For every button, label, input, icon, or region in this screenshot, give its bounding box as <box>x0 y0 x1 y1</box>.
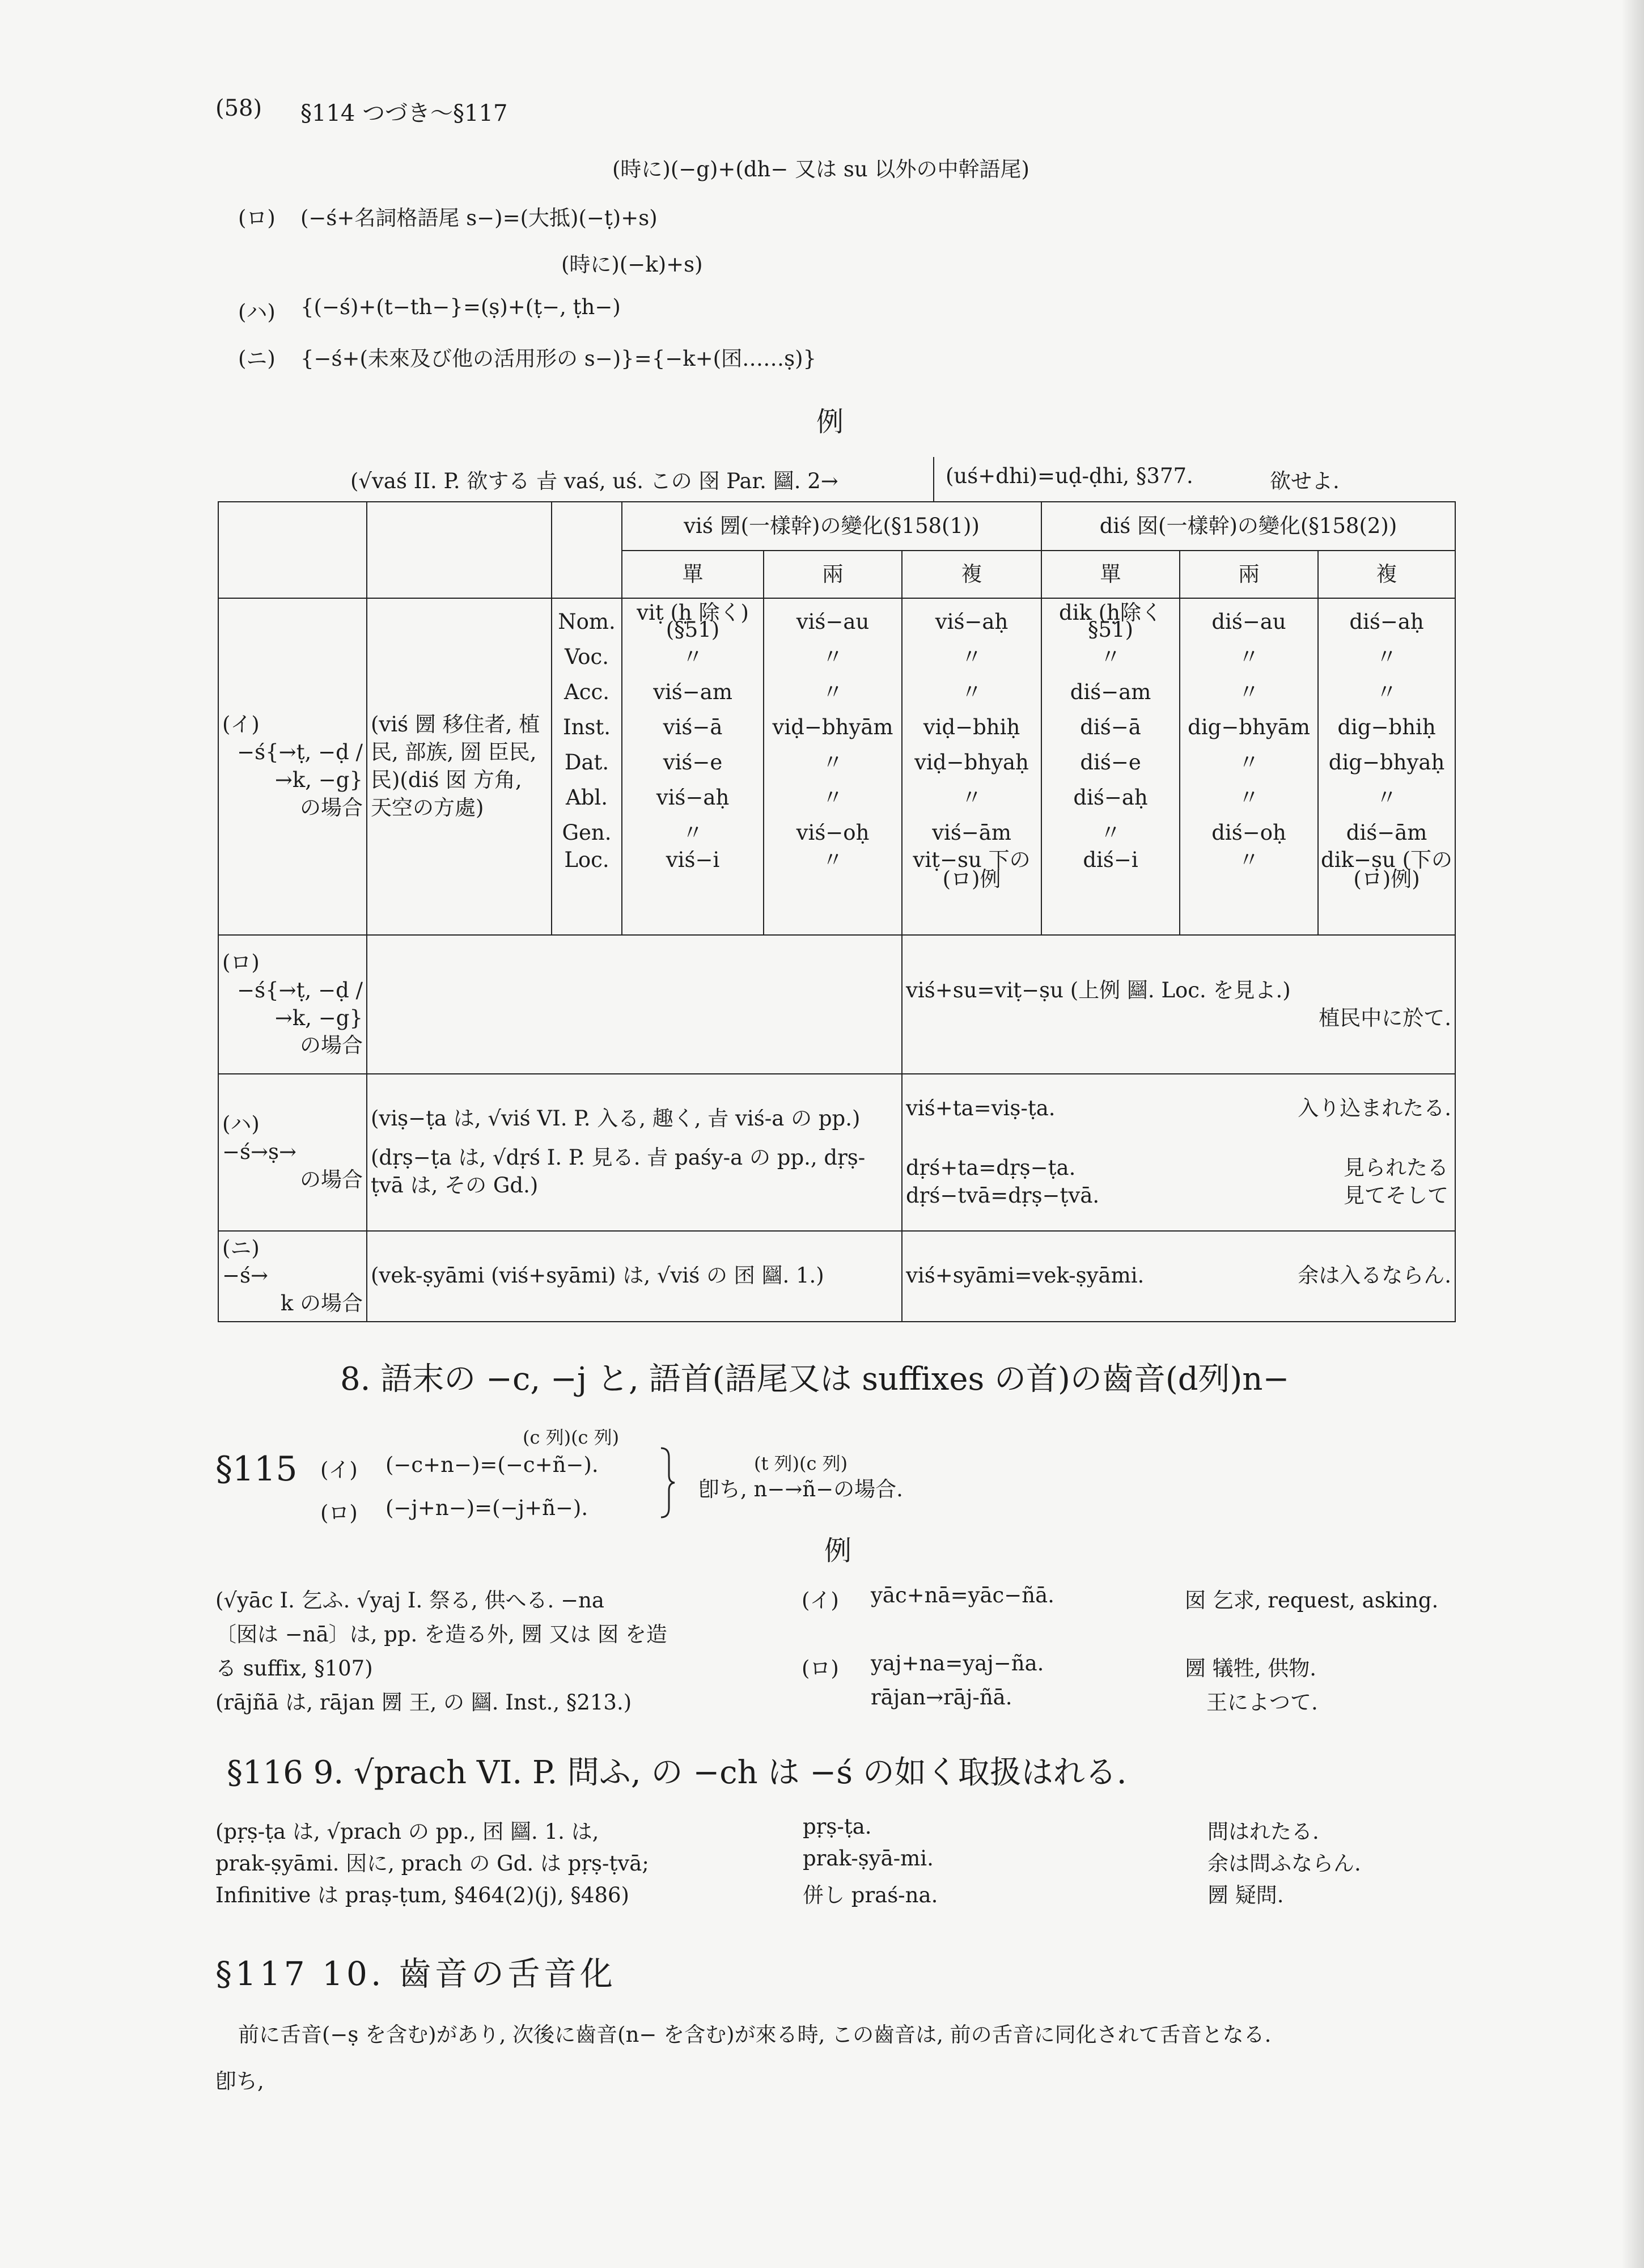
s115-ex2: yaj+na=yaj−ña. <box>871 1651 1044 1675</box>
example-note-right: (uś+dhi)=uḍ-ḍhi, §377. <box>946 464 1193 488</box>
row-ha-note1: (viṣ−ṭa は, √viś VI. P. 入る, 趣く, 㫖 viś-a の pp.) <box>371 1106 861 1131</box>
s116-mid-line1: pṛṣ-ṭa. <box>803 1814 872 1839</box>
corner-cell-c <box>552 502 622 598</box>
dis-du-voc: 〃 <box>1238 644 1260 669</box>
case-abl: Abl. <box>566 785 608 810</box>
vis-du-loc: 〃 <box>822 847 844 872</box>
vis-header: viś 圐(一樣幹)の變化(§158(1)) <box>622 502 1041 551</box>
example-heading: 例 <box>816 406 844 438</box>
row-ro-label <box>218 935 367 1074</box>
dis-du-acc: 〃 <box>1238 679 1260 704</box>
s116-left-line2: prak-ṣyāmi. 因に, prach の Gd. は pṛṣ-ṭvā; <box>215 1851 649 1876</box>
rule-i-continued: (時に)(−g)+(dh− 又は su 以外の中幹語尾) <box>612 157 1029 181</box>
s116-right-line1: 問はれたる. <box>1207 1820 1319 1844</box>
row-ni-label-mid: −ś→ <box>222 1263 268 1288</box>
vis-sg-abl: viś−aḥ <box>656 785 730 810</box>
dis-pl-header: 複 <box>1318 551 1455 598</box>
vis-du-header: 兩 <box>764 551 902 598</box>
vis-sg-acc: viś−am <box>653 679 732 704</box>
s115-ex2-meaning: 圐 犠牲, 供物. <box>1185 1656 1317 1681</box>
row-ro-empty <box>367 935 902 1074</box>
row-ro-label-mid: −ś{→ṭ, −ḍ / →k, −g} <box>237 978 363 1030</box>
row-ha-example1: viś+ta=viṣ-ṭa. <box>906 1096 1056 1121</box>
vis-du-inst: viḍ−bhyām <box>772 714 893 739</box>
row-ha-example2: dṛś+ta=dṛṣ−ṭa. <box>906 1156 1076 1180</box>
vis-du-col <box>764 598 902 935</box>
row-ni-label-top: (ニ) <box>222 1235 260 1260</box>
s116-right-line2: 余は問ふならん. <box>1207 1851 1361 1876</box>
rule-ro-mark: (ロ) <box>238 206 276 230</box>
vis-pl-acc: 〃 <box>961 679 982 704</box>
s116-right-line3: 圐 疑問. <box>1207 1883 1284 1907</box>
example-note-meaning: 欲せよ. <box>1270 469 1340 493</box>
s115-ex3: rājan→rāj-ñā. <box>871 1685 1012 1710</box>
row-ni-example: viś+syāmi=vek-ṣyāmi. <box>906 1263 1145 1288</box>
dis-sg-loc: diś−i <box>1083 847 1138 872</box>
case-loc: Loc. <box>564 847 609 872</box>
rule-ha-mark: (ハ) <box>238 300 276 324</box>
dis-pl-acc: 〃 <box>1376 679 1397 704</box>
dis-sg-header: 單 <box>1041 551 1180 598</box>
row-ni-note: (vek-ṣyāmi (viś+syāmi) は, √viś の 囨 圝. 1.) <box>367 1231 902 1322</box>
vis-sg-header: 單 <box>622 551 764 598</box>
dis-sg-dat: diś−e <box>1080 750 1141 775</box>
row-ha-example-cell <box>902 1074 1455 1230</box>
s115-i-mark: (イ) <box>320 1458 358 1482</box>
dis-sg-col <box>1041 598 1180 935</box>
row-i-note: (viś 圐 移住者, 植民, 部族, 圀 臣民, 民)(diś 囡 方角, 天空の方處) <box>367 598 552 935</box>
dis-pl-abl: 〃 <box>1376 785 1397 810</box>
page-edge-shadow <box>1621 0 1644 2268</box>
vis-du-acc: 〃 <box>822 679 844 704</box>
vis-pl-loc: viṭ−su 下の(ロ)例 <box>913 847 1031 891</box>
s117-paragraph: 前に舌音(−ṣ を含む)があり, 次後に齒音(n− を含む)が來る時, この齒音は, 前の舌音に同化されて舌音となる. <box>238 2022 1272 2047</box>
s115-ro-mark: (ロ) <box>320 1501 358 1525</box>
dis-pl-nom: diś−aḥ <box>1349 609 1424 634</box>
vis-pl-nom: viś−aḥ <box>935 609 1009 634</box>
dis-du-nom: diś−au <box>1211 609 1286 634</box>
dis-du-inst: dig−bhyām <box>1188 714 1310 739</box>
vis-pl-inst: viḍ−bhiḥ <box>923 714 1020 739</box>
s115-left-line2: 〔囡は −nā〕は, pp. を造る外, 圐 又は 囡 を造 <box>215 1622 667 1647</box>
s115-ro-text: (−j+n−)=(−j+ñ−). <box>385 1496 588 1520</box>
vis-sg-gen: 〃 <box>682 820 704 845</box>
vis-sg-loc: viś−i <box>666 847 720 872</box>
row-ro-label-bottom: の場合 <box>300 1033 363 1058</box>
s116-left-line3: Infinitive は praṣ-ṭum, §464(2)(j), §486) <box>215 1883 629 1907</box>
vis-du-abl: 〃 <box>822 785 844 810</box>
example-note-left: (√vaś II. P. 欲する 㫖 vaś, uś. この 囹 Par. 圝. 2→ <box>350 469 838 493</box>
dis-pl-dat: dig−bhyaḥ <box>1328 750 1445 775</box>
case-inst: Inst. <box>562 714 611 739</box>
vis-pl-col <box>902 598 1041 935</box>
dis-pl-loc: dik−ṣu (下の(ロ)例) <box>1321 847 1453 891</box>
row-i-label-bottom: の場合 <box>300 795 363 820</box>
rule-ha-text: {(−ś)+(t−th−}=(ṣ)+(ṭ−, ṭh−) <box>300 295 621 319</box>
vis-pl-abl: 〃 <box>961 785 982 810</box>
dis-header: diś 囡(一樣幹)の變化(§158(2)) <box>1041 502 1455 551</box>
case-gen: Gen. <box>562 820 612 845</box>
case-list <box>552 598 622 935</box>
s117-heading: §117 10. 齒音の舌音化 <box>215 1954 616 1993</box>
s115-left-line3: る suffix, §107) <box>215 1656 373 1681</box>
row-ha-label-bottom: の場合 <box>300 1167 363 1192</box>
s115-right-text: 卽ち, n−→ñ−の場合. <box>698 1477 903 1501</box>
row-ha-meaning3: 見てそして <box>1344 1183 1449 1208</box>
corner-cell-a <box>218 502 367 598</box>
case-acc: Acc. <box>564 679 609 704</box>
s116-heading: §116 9. √prach VI. P. 問ふ, の −ch は −ś の如く取扱はれる. <box>227 1754 1127 1791</box>
row-ha-example3: dṛś−tvā=dṛṣ−ṭvā. <box>906 1183 1100 1208</box>
s115-ex1-mark: (イ) <box>802 1588 839 1613</box>
rule-ro-continued: (時に)(−k)+s) <box>561 252 703 277</box>
row-ro-label-top: (ロ) <box>222 950 260 975</box>
vis-du-dat: 〃 <box>822 750 844 775</box>
s115-left-line4: (rājñā は, rājan 圐 王, の 圝. Inst., §213.) <box>215 1690 632 1715</box>
s116-mid-line2: prak-ṣyā-mi. <box>803 1846 934 1871</box>
s116-mid-line3: 併し praś-na. <box>803 1883 938 1907</box>
rule-ni-mark: (ニ) <box>238 346 276 371</box>
row-ha-label <box>218 1074 367 1230</box>
row-ro-example-cell <box>902 935 1455 1074</box>
vis-sg-voc: 〃 <box>682 644 704 669</box>
dis-du-dat: 〃 <box>1238 750 1260 775</box>
dis-du-loc: 〃 <box>1238 847 1260 872</box>
row-ha-meaning2: 見られたる <box>1344 1156 1449 1180</box>
row-ro-example: viś+su=viṭ−ṣu (上例 圝. Loc. を見よ.) <box>906 978 1291 1002</box>
s115-ex3-meaning: 王によつて. <box>1206 1690 1318 1715</box>
page-header-title: §114 つづき〜§117 <box>300 100 508 126</box>
dis-du-header: 兩 <box>1180 551 1318 598</box>
row-i-label-mid: −ś{→ṭ, −ḍ / →k, −g} <box>237 739 363 792</box>
s115-left-line1: (√yāc I. 乞ふ. √yaj I. 祭る, 供へる. −na <box>215 1588 604 1613</box>
vis-pl-header: 複 <box>902 551 1041 598</box>
declension-table <box>218 501 1456 1322</box>
vis-pl-dat: viḍ−bhyaḥ <box>914 750 1029 775</box>
vis-sg-dat: viś−e <box>663 750 723 775</box>
s115-column-label: (c 列)(c 列) <box>523 1427 620 1448</box>
vis-pl-voc: 〃 <box>961 644 982 669</box>
rule-ro-text: (−ś+名詞格語尾 s−)=(大抵)(−ṭ)+s) <box>300 206 658 230</box>
corner-cell-b <box>367 502 552 598</box>
row-ha-note2: (dṛṣ−ṭa は, √dṛś I. P. 見る. 㫖 paśy-a の pp., dṛṣ-ṭvā は, その Gd.) <box>371 1145 866 1198</box>
s115-example-heading: 例 <box>824 1535 852 1567</box>
s115-brace <box>659 1446 676 1520</box>
case-dat: Dat. <box>564 750 609 775</box>
row-ni-label <box>218 1231 367 1322</box>
vis-du-nom: viś−au <box>796 609 870 634</box>
row-ni-example-cell <box>902 1231 1455 1322</box>
vis-du-gen: viś−oḥ <box>796 820 870 845</box>
dis-sg-voc: 〃 <box>1100 644 1121 669</box>
example-note-divider <box>933 457 934 501</box>
s115-i-text: (−c+n−)=(−c+ñ−). <box>385 1453 599 1477</box>
case-voc: Voc. <box>564 644 609 669</box>
s117-paragraph-cont: 卽ち, <box>215 2069 264 2093</box>
vis-sg-col <box>622 598 764 935</box>
dis-sg-acc: diś−am <box>1070 679 1151 704</box>
dis-pl-voc: 〃 <box>1376 644 1397 669</box>
rule-ni-text: {−ś+(未來及び他の活用形の s−)}={−k+(囨……ṣ)} <box>300 346 817 371</box>
row-ha-note-cell <box>367 1074 902 1230</box>
vis-sg-inst: viś−ā <box>663 714 723 739</box>
s115-ex1: yāc+nā=yāc−ñā. <box>871 1583 1054 1607</box>
dis-pl-inst: dig−bhiḥ <box>1337 714 1436 739</box>
page-number: (58) <box>215 95 262 121</box>
dis-du-col <box>1180 598 1318 935</box>
row-ni-label-bottom: k の場合 <box>280 1291 363 1316</box>
row-ro-meaning: 植民中に於て. <box>1319 1005 1452 1030</box>
vis-du-voc: 〃 <box>822 644 844 669</box>
dis-sg-abl: diś−aḥ <box>1073 785 1148 810</box>
row-ha-label-top: (ハ) <box>222 1112 260 1137</box>
row-i-label-top: (イ) <box>222 712 260 737</box>
case-nom: Nom. <box>558 609 616 634</box>
vis-sg-nom: viṭ (ḥ 除く)(§51) <box>637 600 749 642</box>
dis-du-gen: diś−oḥ <box>1211 820 1286 845</box>
row-ha-label-mid: −ś→ṣ→ <box>222 1140 296 1165</box>
s115-number: §115 <box>215 1449 298 1489</box>
dis-sg-inst: diś−ā <box>1080 714 1141 739</box>
dis-sg-gen: 〃 <box>1100 820 1121 845</box>
dis-pl-gen: diś−ām <box>1346 820 1427 845</box>
row-ni-meaning: 余は入るならん. <box>1298 1263 1452 1288</box>
row-i-label <box>218 598 367 935</box>
s115-ex1-meaning: 囡 乞求, request, asking. <box>1185 1588 1439 1613</box>
s115-right-label: (t 列)(c 列) <box>754 1453 848 1474</box>
vis-pl-gen: viś−ām <box>932 820 1011 845</box>
dis-sg-nom: dik (ḥ除く§51) <box>1059 600 1163 642</box>
dis-pl-col <box>1318 598 1455 935</box>
dis-du-abl: 〃 <box>1238 785 1260 810</box>
row-ha-meaning1: 入り込まれたる. <box>1298 1096 1452 1121</box>
section8-heading: 8. 語末の −c, −j と, 語首(語尾又は suffixes の首)の齒音(d列)n− <box>340 1361 1290 1398</box>
s116-left-line1: (pṛṣ-ṭa は, √prach の pp., 囨 圝. 1. は, <box>215 1820 599 1844</box>
s115-ex2-mark: (ロ) <box>802 1656 839 1681</box>
